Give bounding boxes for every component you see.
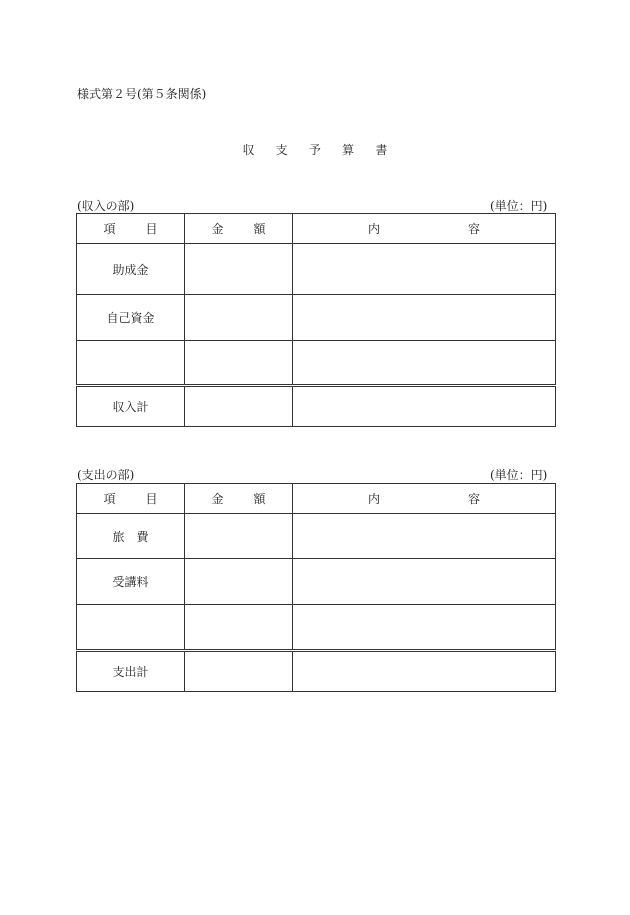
row-amount-cell[interactable] [185, 386, 293, 427]
row-amount-cell[interactable] [185, 244, 293, 295]
income-table [76, 213, 556, 427]
table-row [77, 605, 556, 651]
form-number: 様式第２号(第５条関係) [77, 87, 207, 101]
title-char: 予 [308, 143, 322, 157]
row-item: 助成金 [77, 244, 185, 295]
row-amount-cell[interactable] [185, 295, 293, 341]
row-item[interactable] [77, 341, 185, 386]
table-row [77, 295, 556, 341]
income-section-label: (収入の部) [77, 199, 135, 213]
row-content-cell[interactable] [293, 514, 556, 559]
income-unit-label: (単位：円) [490, 199, 548, 213]
row-amount-cell[interactable] [185, 341, 293, 386]
document-title [0, 141, 630, 158]
title-char: 収 [242, 143, 255, 157]
header-item: 項 目 [77, 484, 185, 514]
row-item: 受講料 [77, 559, 185, 605]
row-content-cell[interactable] [293, 295, 556, 341]
title-char: 支 [275, 143, 288, 157]
header-item: 項 目 [77, 214, 185, 244]
header-content: 内 容 [293, 214, 556, 244]
row-content-cell[interactable] [293, 559, 556, 605]
expense-table [76, 483, 556, 692]
header-amount: 金 額 [185, 214, 293, 244]
row-item: 支出計 [77, 651, 185, 692]
table-row [77, 244, 556, 295]
header-content: 内 容 [293, 484, 556, 514]
expense-total-row [77, 651, 556, 692]
row-item: 自己資金 [77, 295, 185, 341]
row-content-cell[interactable] [293, 386, 556, 427]
expense-unit-label: (単位：円) [490, 468, 548, 482]
row-item: 収入計 [77, 386, 185, 427]
row-amount-cell[interactable] [185, 559, 293, 605]
table-row [77, 514, 556, 559]
table-header-row [77, 214, 556, 244]
row-item[interactable] [77, 605, 185, 651]
row-item: 旅 費 [77, 514, 185, 559]
header-amount: 金 額 [185, 484, 293, 514]
row-amount-cell[interactable] [185, 651, 293, 692]
table-row [77, 341, 556, 386]
row-content-cell[interactable] [293, 605, 556, 651]
row-content-cell[interactable] [293, 651, 556, 692]
title-char: 書 [375, 143, 388, 157]
income-total-row [77, 386, 556, 427]
row-content-cell[interactable] [293, 244, 556, 295]
table-header-row [77, 484, 556, 514]
row-amount-cell[interactable] [185, 605, 293, 651]
expense-section-label: (支出の部) [77, 468, 135, 482]
row-amount-cell[interactable] [185, 514, 293, 559]
row-content-cell[interactable] [293, 341, 556, 386]
title-char: 算 [342, 143, 355, 157]
table-row [77, 559, 556, 605]
